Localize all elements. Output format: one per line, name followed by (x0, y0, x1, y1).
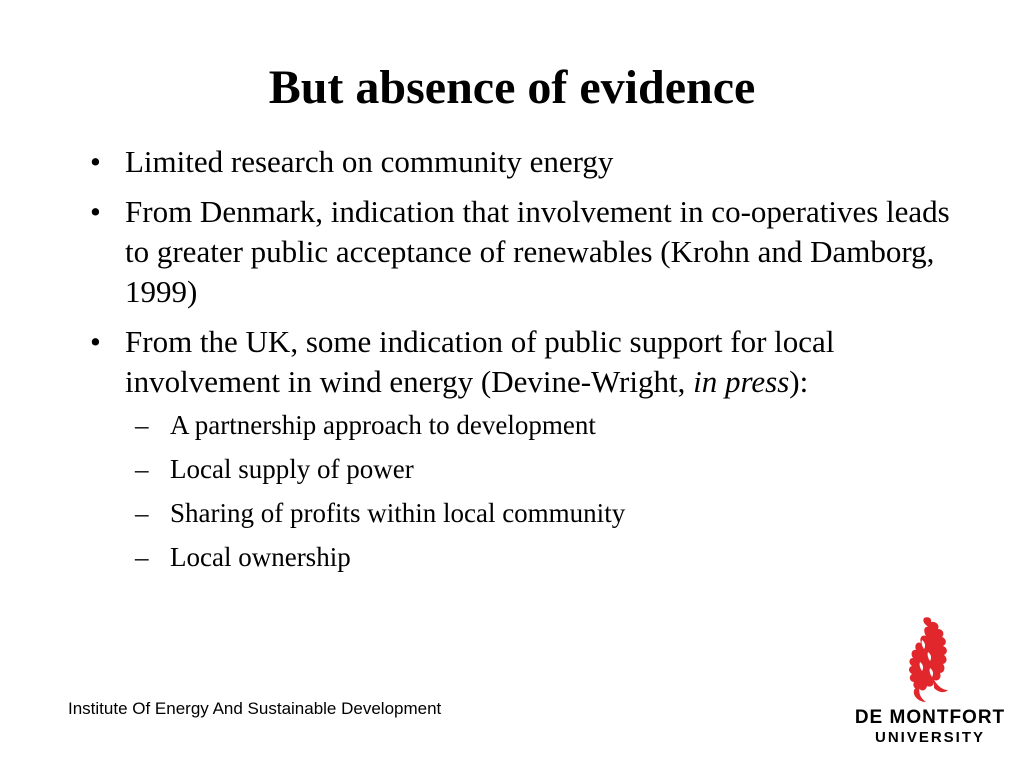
subbullet-text: A partnership approach to development (170, 410, 596, 440)
subbullet-marker: – (135, 454, 149, 484)
subbullet-item (135, 496, 950, 530)
subbullet-marker: – (135, 410, 149, 440)
slide-title: But absence of evidence (268, 61, 756, 114)
subbullet-item (135, 408, 950, 442)
bullet-marker: • (90, 144, 101, 179)
bullet-marker: • (90, 324, 101, 359)
subbullet-text: Sharing of profits within local community (170, 498, 626, 528)
bullet-marker: • (90, 194, 101, 229)
logo-wordmark-line2: UNIVERSITY (874, 729, 985, 746)
lion-rampant-icon (898, 616, 960, 704)
bullet-text: From Denmark, indication that involvement in co-operatives leads to greater public acceptance of renewables (Krohn and Damborg, 1999) (125, 194, 950, 309)
footer-institute-label: Institute Of Energy And Sustainable Development (68, 699, 442, 718)
bullet-text (125, 324, 834, 399)
bullet-text-after: ): (789, 364, 809, 399)
subbullet-marker: – (135, 498, 149, 528)
bullet-text-before: From the UK, some indication of public support for local involvement in wind energy (Devine-Wright, (125, 324, 835, 399)
subbullet-text: Local ownership (170, 542, 351, 572)
logo-wordmark-de: DE (854, 707, 884, 728)
bullet-item (90, 322, 950, 574)
bullet-list (90, 142, 950, 584)
bullet-text-italic: in press (693, 364, 790, 399)
bullet-item (90, 142, 950, 182)
university-logo (850, 616, 1010, 756)
subbullet-list (135, 408, 950, 574)
logo-wordmark-line1 (850, 707, 1010, 729)
subbullet-item (135, 452, 950, 486)
bullet-item (90, 192, 950, 312)
logo-wordmark-montfort: MONTFORT (889, 707, 1006, 728)
subbullet-text: Local supply of power (170, 454, 414, 484)
subbullet-item (135, 540, 950, 574)
subbullet-marker: – (135, 542, 149, 572)
bullet-text: Limited research on community energy (125, 144, 614, 179)
